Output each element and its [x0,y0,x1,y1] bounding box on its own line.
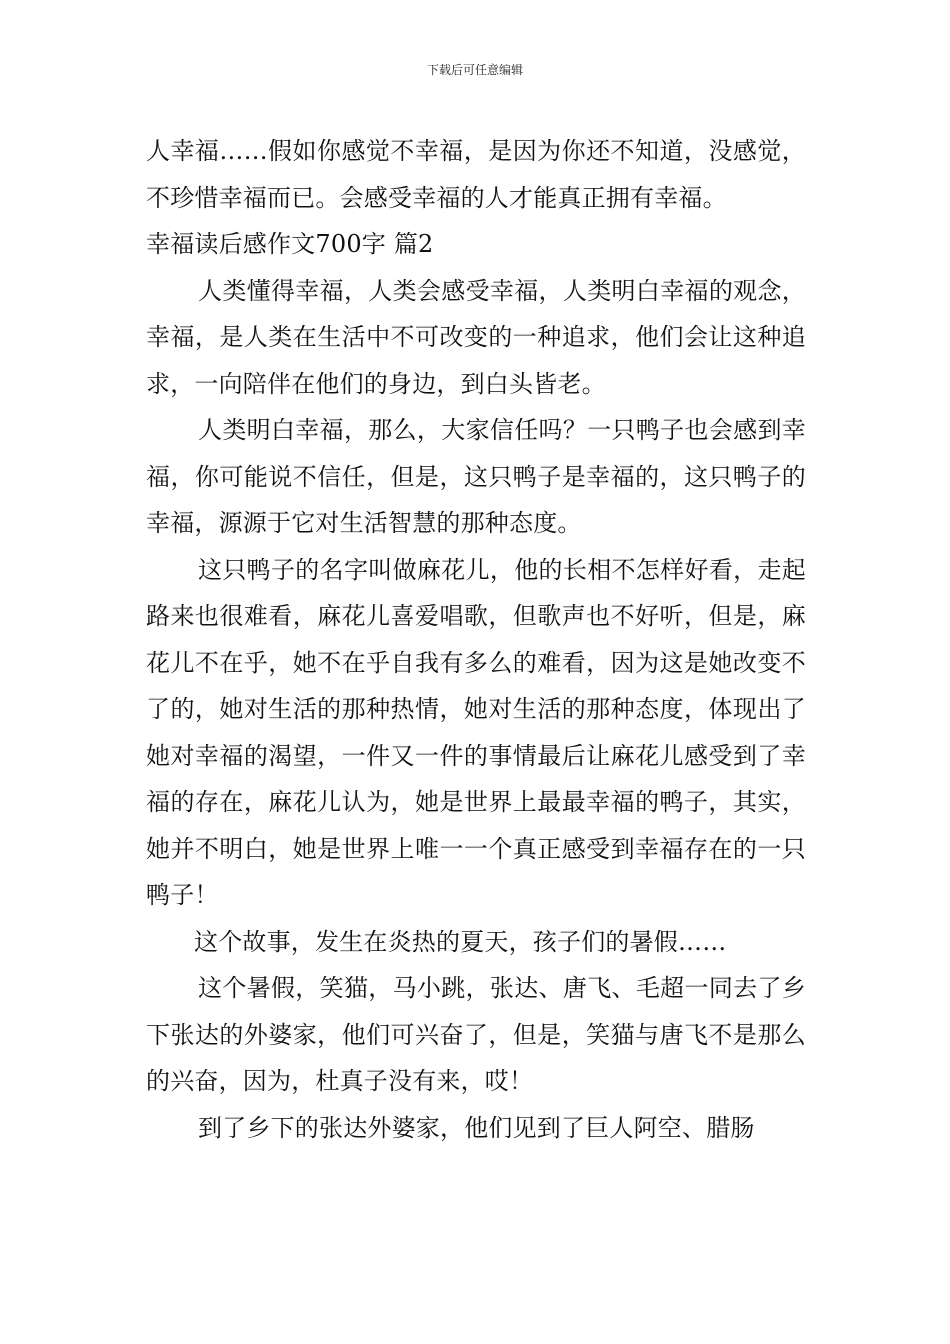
paragraph: 这只鸭子的名字叫做麻花儿，他的长相不怎样好看，走起路来也很难看，麻花儿喜爱唱歌，但歌声也不好听，但是，麻花儿不在乎，她不在乎自我有多么的难看，因为这是她改变不了的，她对生活的那种热情，她对生活的那种态度，体现出了她对幸福的渴望，一件又一件的事情最后让麻花儿感受到了幸福的存在，麻花儿认为，她是世界上最最幸福的鸭子，其实，她并不明白，她是世界上唯一一个真正感受到幸福存在的一只鸭子！ [146,555,806,909]
paragraph: 人类懂得幸福，人类会感受幸福，人类明白幸福的观念，幸福，是人类在生活中不可改变的一种追求，他们会让这种追求，一向陪伴在他们的身边，到白头皆老。 [146,276,806,398]
paragraph: 人类明白幸福，那么，大家信任吗？一只鸭子也会感到幸福，你可能说不信任，但是，这只鸭子是幸福的，这只鸭子的幸福，源源于它对生活智慧的那种态度。 [146,416,806,537]
page-header: 下载后可任意编辑 [426,63,523,77]
paragraph: 到了乡下的张达外婆家，他们见到了巨人阿空、腊肠 [198,1113,755,1142]
paragraph: 这个故事，发生在炎热的夏天，孩子们的暑假…… [194,927,727,956]
section-heading: 幸福读后感作文700字 篇2 [146,230,434,258]
paragraph: 这个暑假，笑猫，马小跳，张达、唐飞、毛超一同去了乡下张达的外婆家，他们可兴奋了，但是，笑猫与唐飞不是那么的兴奋，因为，杜真子没有来，哎！ [146,974,806,1095]
paragraph-continuation: 人幸福……假如你感觉不幸福，是因为你还不知道，没感觉，不珍惜幸福而已。会感受幸福的人才能真正拥有幸福。 [146,137,806,212]
document-body [146,128,806,1151]
